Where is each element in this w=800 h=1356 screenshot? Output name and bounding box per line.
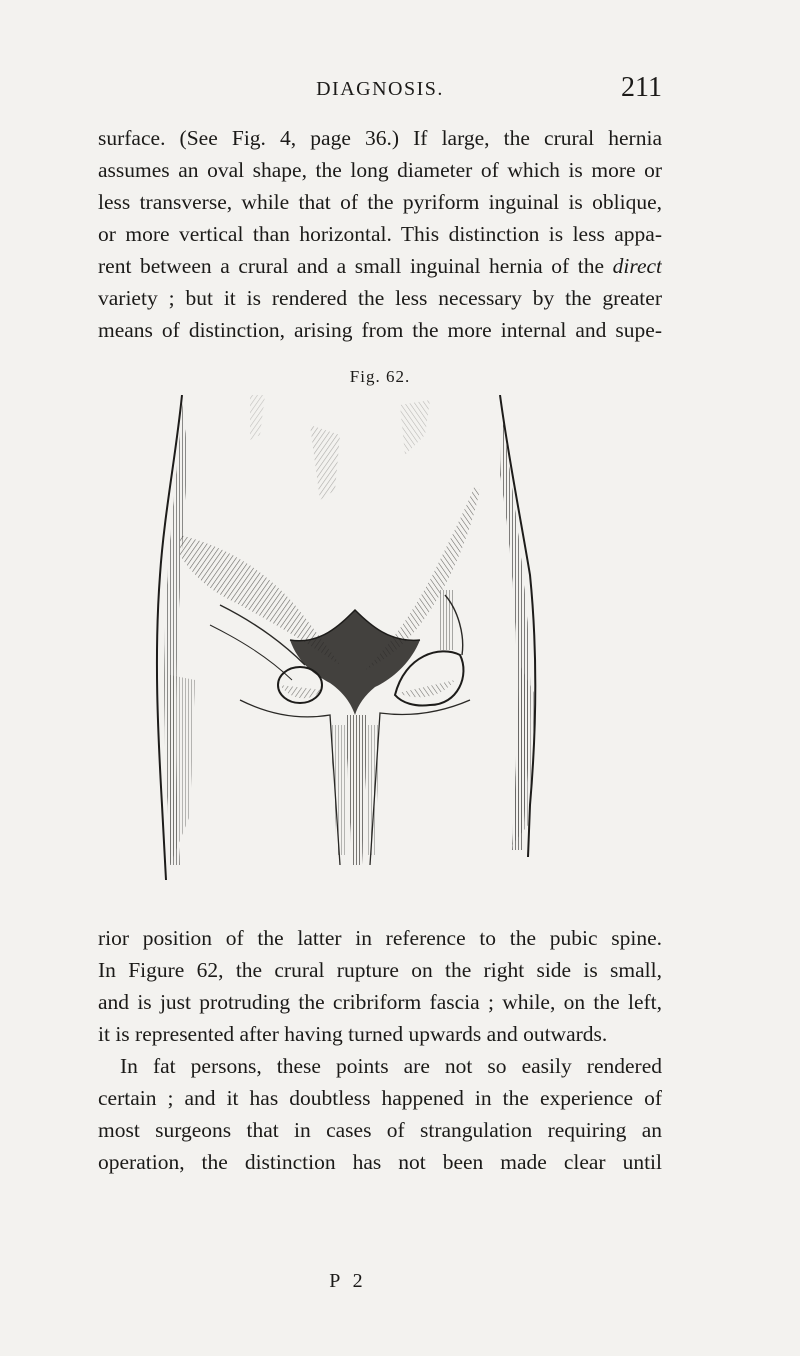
page-number: 211 (621, 72, 662, 103)
figure-caption: Fig. 62. (349, 367, 411, 386)
text-line: or more vertical than horizontal. This distinction is less appa- (98, 222, 662, 246)
text-line: and is just protruding the cribriform fascia ; while, on the left, (98, 990, 662, 1014)
running-head (98, 72, 662, 108)
text-line: In fat persons, these points are not so easily rendered (120, 1054, 662, 1078)
text-line: means of distinction, arising from the more internal and supe- (98, 318, 662, 342)
text-line: variety ; but it is rendered the less necessary by the greater (98, 286, 662, 310)
text-line: most surgeons that in cases of strangulation requiring an (98, 1118, 662, 1142)
paragraph-top (98, 122, 662, 346)
text-line: assumes an oval shape, the long diameter of which is more or (98, 158, 662, 182)
running-title: DIAGNOSIS. (316, 78, 444, 100)
text-line: certain ; and it has doubtless happened in the experience of (98, 1086, 662, 1110)
text-line: it is represented after having turned upwards and outwards. (98, 1022, 608, 1046)
text-line: operation, the distinction has not been made clear until (98, 1150, 662, 1174)
signature-mark: P 2 (329, 1270, 367, 1292)
text-line: less transverse, while that of the pyriform inguinal is oblique, (98, 190, 662, 214)
pelvis-illustration (140, 395, 580, 885)
text-line: In Figure 62, the crural rupture on the right side is small, (98, 958, 662, 982)
text-run: rent between a crural and a small inguinal hernia of the (98, 254, 605, 278)
text-line: rior position of the latter in reference to the pubic spine. (98, 926, 662, 950)
italic-word: direct (612, 254, 662, 278)
paragraph-bottom (98, 922, 662, 1178)
text-line: surface. (See Fig. 4, page 36.) If large, the crural hernia (98, 126, 662, 150)
text-line (98, 250, 662, 282)
